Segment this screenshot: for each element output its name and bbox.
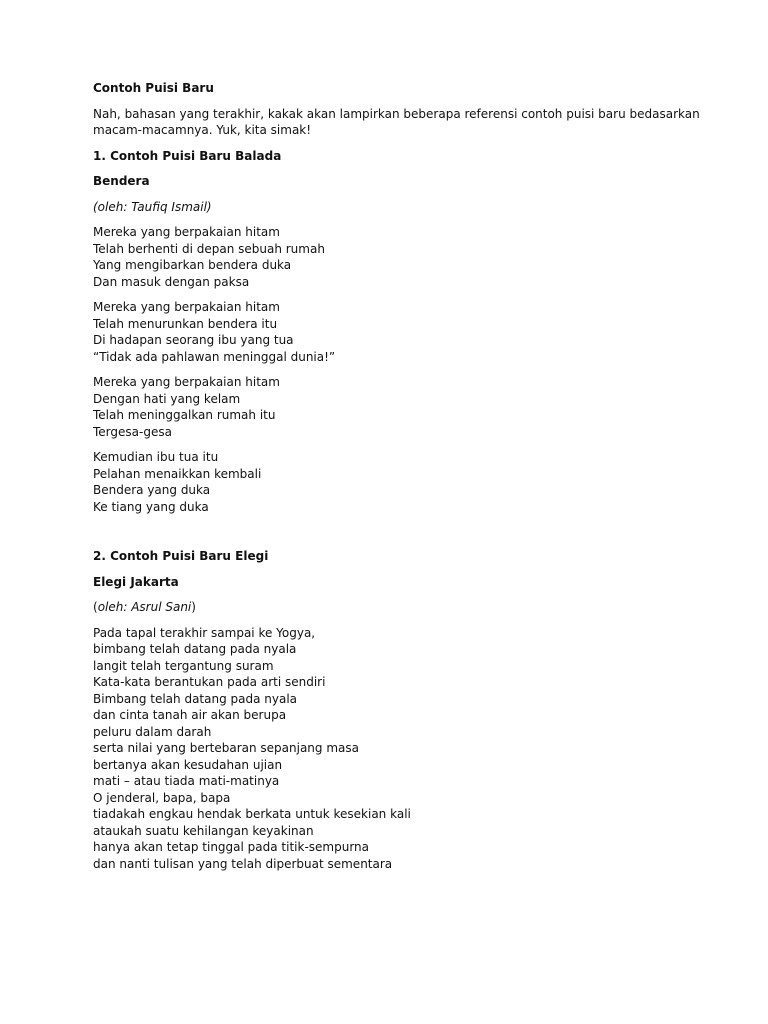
- poem-line: bimbang telah datang pada nyala: [93, 642, 297, 656]
- author-open-paren: (: [93, 600, 98, 614]
- intro-paragraph: Nah, bahasan yang terakhir, kakak akan lampirkan beberapa referensi contoh puisi baru bedasarkan macam-macamnya. Yuk, kita simak!: [93, 106, 700, 137]
- poem-stanza: [93, 625, 703, 873]
- section-spacer: [93, 524, 703, 548]
- poem-line: Bendera yang duka: [93, 483, 211, 497]
- poem-line: Di hadapan seorang ibu yang tua: [93, 333, 294, 347]
- section-heading-balada: 1. Contoh Puisi Baru Balada: [93, 148, 282, 163]
- poem-line: Telah meninggalkan rumah itu: [93, 408, 276, 422]
- poem-line: langit telah tergantung suram: [93, 658, 274, 673]
- poem-line: Bimbang telah datang pada nyala: [93, 691, 298, 706]
- poem-title-bendera: Bendera: [93, 174, 150, 188]
- poem-stanza: [93, 224, 703, 290]
- poem-line: Dengan hati yang kelam: [93, 391, 241, 406]
- poem-stanza: [93, 299, 703, 365]
- poem-line: ataukah suatu kehilangan keyakinan: [93, 823, 314, 838]
- poem-line: bertanya akan kesudahan ujian: [93, 757, 283, 772]
- poem-line: “Tidak ada pahlawan meninggal dunia!”: [93, 349, 336, 364]
- poem-author-bendera: (oleh: Taufiq Ismail): [93, 199, 212, 214]
- poem-line: dan nanti tulisan yang telah diperbuat sementara: [93, 856, 393, 871]
- poem-line: Mereka yang berpakaian hitam: [93, 375, 280, 389]
- poem-line: Kata-kata berantukan pada arti sendiri: [93, 675, 326, 689]
- poem-line: Mereka yang berpakaian hitam: [93, 225, 280, 239]
- document-title: Contoh Puisi Baru: [93, 81, 214, 95]
- poem-line: Mereka yang berpakaian hitam: [93, 300, 280, 314]
- author-name: oleh: Asrul Sani: [97, 600, 192, 614]
- poem-stanza: [93, 449, 703, 515]
- poem-author-elegi-jakarta: [93, 599, 703, 616]
- poem-line: Pelahan menaikkan kembali: [93, 466, 262, 481]
- poem-line: Tergesa-gesa: [93, 424, 172, 439]
- poem-line: Telah menurunkan bendera itu: [93, 316, 278, 331]
- poem-line: Pada tapal terakhir sampai ke Yogya,: [93, 625, 316, 640]
- poem-line: O jenderal, bapa, bapa: [93, 790, 231, 805]
- poem-line: tiadakah engkau hendak berkata untuk kesekian kali: [93, 807, 411, 821]
- document-page: [93, 80, 703, 881]
- poem-line: Kemudian ibu tua itu: [93, 450, 219, 464]
- author-close-paren: ): [191, 600, 196, 614]
- poem-line: dan cinta tanah air akan berupa: [93, 708, 287, 722]
- poem-line: Yang mengibarkan bendera duka: [93, 258, 292, 272]
- poem-line: mati – atau tiada mati-matinya: [93, 774, 280, 788]
- poem-stanza: [93, 374, 703, 440]
- poem-line: peluru dalam darah: [93, 724, 212, 739]
- poem-line: Dan masuk dengan paksa: [93, 274, 250, 289]
- poem-line: hanya akan tetap tinggal pada titik-sempurna: [93, 840, 369, 854]
- poem-line: Ke tiang yang duka: [93, 499, 209, 514]
- poem-line: Telah berhenti di depan sebuah rumah: [93, 241, 325, 256]
- poem-line: serta nilai yang bertebaran sepanjang masa: [93, 741, 359, 755]
- poem-title-elegi-jakarta: Elegi Jakarta: [93, 574, 179, 589]
- section-heading-elegi: 2. Contoh Puisi Baru Elegi: [93, 549, 269, 563]
